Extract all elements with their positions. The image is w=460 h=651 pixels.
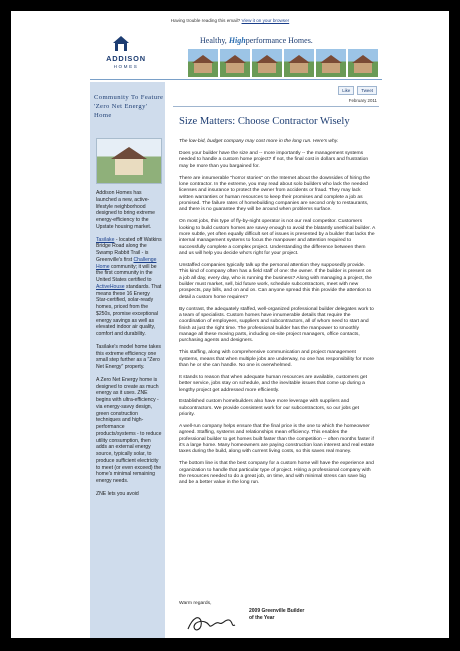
sidebar xyxy=(90,82,165,638)
award-text xyxy=(249,608,304,622)
tagline xyxy=(200,36,313,45)
article-paragraph: The bottom line is that the best company for a custom home will have the experience and organization to handle that particular type of project. Hiring a professional company with the resources needed to do a great job, on time, and with minimal stress can save big and be a better value in the long run. xyxy=(179,461,374,486)
house-logo-icon xyxy=(112,35,130,53)
article-paragraph: By contrast, the adequately staffed, well-organized professional builder delegates work to a team of specialists. Custom homes have innumerable details that require the coordination of employees, suppliers and subcontractors, all of whom need to start and finish at just the right time. The professional builder has the manpower to smoothly manage all these moving parts, including on-site project managers, office contacts, purchasing agents and designers. xyxy=(179,306,374,344)
house-photo xyxy=(284,49,314,77)
sidebar-paragraph: A Zero Net Energy home is designed to create as much energy as it uses. ZNE begins with ultra-efficiency - via energy-savvy design, green construction techniques and high-performance products/systems - to reduce utility consumption, then adds an external energy source, typically solar, to produce sufficient electricity to meet (or even exceed) the home's minimal remaining energy needs. xyxy=(96,376,162,484)
challenge-home-link[interactable]: Challenge Home xyxy=(96,256,157,270)
sidebar-text xyxy=(96,190,162,504)
article-paragraph: This staffing, along with comprehensive communication and project management systems, means that when multiple jobs are underway, no one has responsibility for more than he or she can handle. No one is overwhelmed. xyxy=(179,350,375,368)
email-frame xyxy=(11,11,449,638)
sidebar-paragraph: Tasilake's model home takes this extreme efficiency one small step further as a "Zero Net Energy" property. xyxy=(96,343,161,370)
house-photo xyxy=(220,49,250,77)
house-photo-strip xyxy=(188,49,378,77)
sidebar-paragraph: Addison Homes has launched a new, active-lifestyle neighborhood designed to bring extreme energy-efficiency to the Upstate housing market. xyxy=(96,190,155,230)
activehouse-link[interactable]: ActiveHouse xyxy=(96,283,125,290)
award-line: of the Year xyxy=(249,614,275,621)
house-photo xyxy=(252,49,282,77)
top-bar xyxy=(11,11,449,31)
article-paragraph: On most jobs, this type of fly-by-night operator is not our real competitor. Customers looking to build custom homes are savvy enough to avoid the blatantly unethical builder. A more subtle, yet often equally difficult set of issues is presented by a builder that lacks the internal management systems to focus the manpower and attention required to successfully complete a complex project. Understanding the difference between them and us will help you decide who's right for your project. xyxy=(179,219,375,256)
award-line: 2009 Greenville Builder xyxy=(249,608,305,614)
signature-block xyxy=(179,601,379,638)
article-paragraph: Does your builder have the size and -- more importantly -- the management systems needed to handle a custom home project? If not, the final cost in dollars and frustration may be more than you bargained for. xyxy=(179,150,369,169)
view-in-browser-link[interactable]: View it on your browser xyxy=(241,18,290,23)
article-paragraph: Unstaffed companies typically talk up the personal attention they supposedly provide. This kind of company often has a field staff of one: the owner. If the builder is present on a job all day, every day, who is running the business? Along with managing a project, the builder must market, sell, bid future work, schedule subcontractors, meet with new prospects, pay bills, and on and on. Can anyone spread this thin provide the attention to detail a custom home requires? xyxy=(179,262,373,300)
house-photo xyxy=(188,49,218,77)
article-lede: The low-bid, budget company may cost more in the long run. Here's why. xyxy=(179,139,339,144)
article-paragraph: It stands to reason that when adequate human resources are available, customers get better service, jobs stay on schedule, and the inevitable issues that come up during a lengthy project get addressed more efficiently. xyxy=(179,374,368,393)
tagline-prefix: Healthy, xyxy=(200,36,229,45)
facebook-like-button[interactable]: Like xyxy=(338,86,354,95)
tagline-suffix: performance Homes. xyxy=(245,36,313,45)
logo xyxy=(96,35,156,75)
tagline-highlight: High xyxy=(228,36,246,45)
social-buttons xyxy=(338,86,377,95)
house-photo xyxy=(316,49,346,77)
trouble-text: Having trouble reading this email? xyxy=(170,18,241,23)
sidebar-paragraph: ZNE lets you avoid xyxy=(96,490,139,497)
tweet-button[interactable]: Tweet xyxy=(357,86,377,95)
header xyxy=(90,31,382,80)
issue-date: February 2011 xyxy=(348,98,377,103)
tasilake-link[interactable]: Tasilake xyxy=(96,236,115,243)
article-paragraph: Established custom homebuilders also have more leverage with suppliers and subcontractors. We provide consistent work for our subcontractors, so our jobs get priority. xyxy=(179,399,359,418)
main-content xyxy=(173,82,379,638)
logo-sub: HOMES xyxy=(113,64,139,69)
article-paragraph: There are innumerable "horror stories" on the Internet about the downsides of hiring the lone contractor. In the extreme, you may read about solo builders who lack the needed licenses and insurance to protect the owner from accidents or fraud. They may lack written warranties or human resources to keep their promises and complete a job as promised. The failure rates of homebuilding companies are second only to restaurants, and there is no guarantee they will be around when problems surface. xyxy=(179,175,370,213)
article-paragraph: A well-run company helps ensure that the final price is the one to which the homeowner agreed. Staffing, systems and relationships mean efficiency. This enables the professional builder to get homes built faster than the competition -- often months faster if it's a large home. Many homeowners are paying construction loan interest and real estate taxes during the build, along with current living costs, so this saves real money. xyxy=(179,424,375,455)
handwritten-signature xyxy=(185,611,237,637)
logo-name: ADDISON xyxy=(106,54,146,63)
article-title: Size Matters: Choose Contractor Wisely xyxy=(179,116,350,127)
sidebar-paragraph: Tasilake - located off Watkins Bridge Road along the Swamp Rabbit Trail - is Greenville's first Challenge Home community; it will be the first community in the United States certified to ActiveHouse standards. That means these 16 Energy Star-certified, solar-ready homes, priced from the $250s, promise exceptional energy savings as well as elevated indoor air quality, comfort and durability. xyxy=(96,236,162,337)
article-body xyxy=(179,139,375,492)
sidebar-title: Community To Feature 'Zero Net Energy' Home xyxy=(94,94,164,119)
divider xyxy=(173,106,379,107)
house-photo xyxy=(348,49,378,77)
model-home-image xyxy=(96,138,162,184)
regards-text: Warm regards, xyxy=(179,601,212,606)
